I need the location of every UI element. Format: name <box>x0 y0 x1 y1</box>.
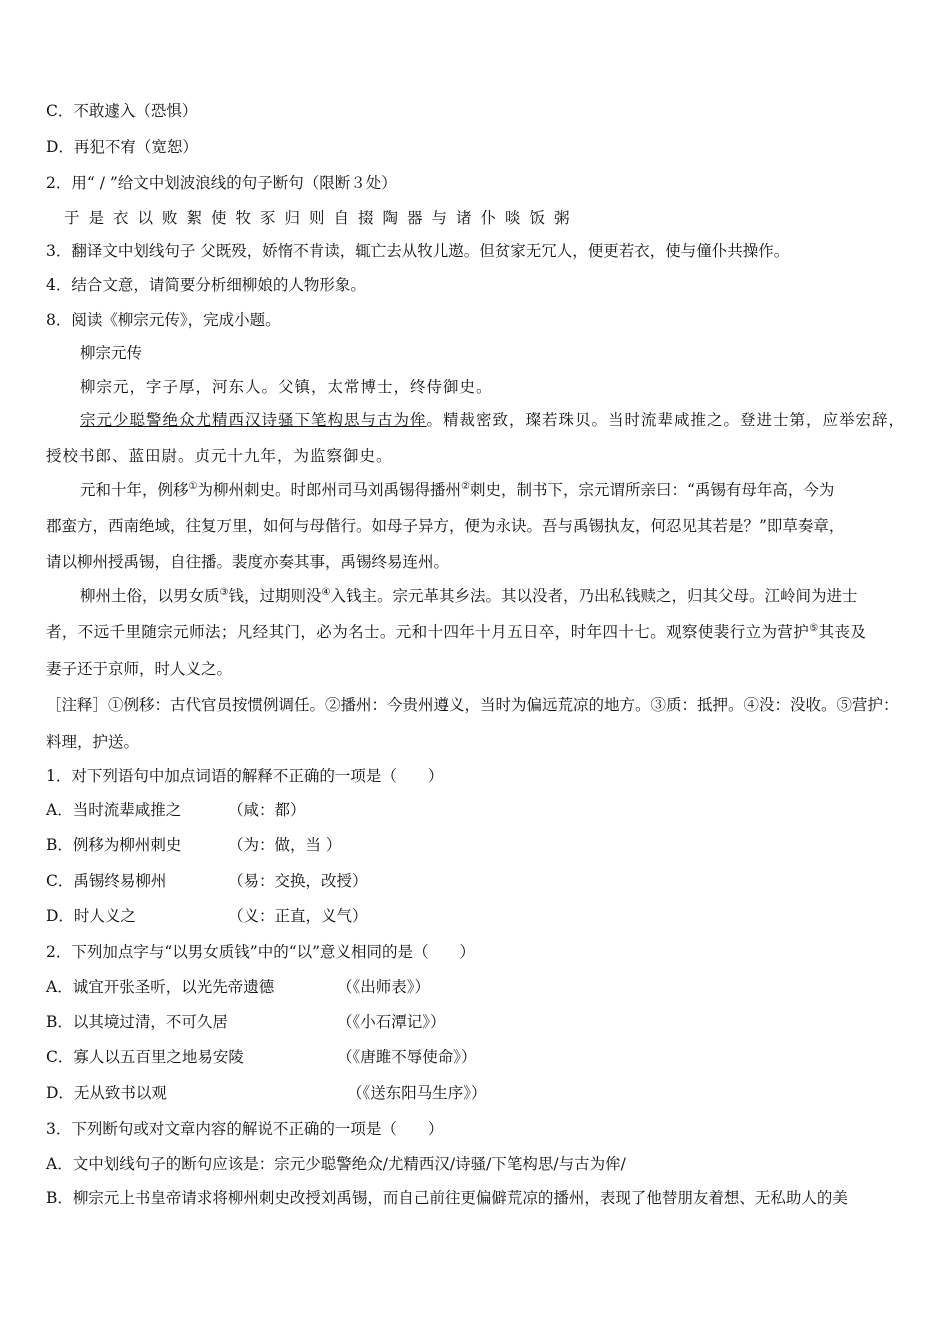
sub-question-1-option-a-note: （咸：都） <box>228 801 306 819</box>
underlined-sentence: 宗元少聪警绝众尤精西汉诗骚下笔构思与古为侔 <box>80 411 427 429</box>
sub-question-1-option-a: A．当时流辈咸推之 <box>46 801 182 819</box>
question-2-instruction: 2．用“ / ”给文中划波浪线的句子断句（限断３处） <box>46 174 397 192</box>
sub-question-2-option-b-note: （《小石潭记》） <box>337 1013 446 1031</box>
sub-question-2: 2．下列加点字与“以男女质钱”中的“以”意义相同的是（ ） <box>46 943 476 961</box>
sub-question-1-option-b: B．例移为柳州刺史 <box>46 836 182 854</box>
passage-paragraph-4 <box>80 585 857 607</box>
footnote-mark-5: ⑤ <box>809 622 819 634</box>
footnote-mark-3: ③ <box>219 586 229 598</box>
passage-paragraph-4-line-2 <box>46 621 866 643</box>
sub-question-3-option-a: A．文中划线句子的断句应该是：宗元少聪警绝众/尤精西汉/诗骚/下笔构思/与古为侔/ <box>46 1155 626 1173</box>
sub-question-1-option-d: D．时人义之 <box>46 907 136 925</box>
paragraph-3-part-1: 元和十年，例移 <box>80 481 189 499</box>
paragraph-4-part-1: 柳州土俗，以男女质 <box>80 587 220 605</box>
passage-paragraph-3 <box>80 479 834 501</box>
sub-question-1-option-d-note: （义：正直，义气） <box>228 907 368 925</box>
passage-title: 柳宗元传 <box>80 344 143 362</box>
passage-paragraph-2 <box>80 409 905 431</box>
passage-paragraph-4-line-3: 妻子还于京师，时人义之。 <box>46 660 233 678</box>
option-d-line: D．再犯不宥（宽恕） <box>46 138 198 156</box>
paragraph-3-part-2: 为柳州刺史。时郎州司马刘禹锡得播州 <box>197 481 461 499</box>
sub-question-2-option-c: C．寡人以五百里之地易安陵 <box>46 1048 244 1066</box>
paragraph-4-line-2-part-2: 其丧及 <box>818 623 867 641</box>
sub-question-3: 3．下列断句或对文章内容的解说不正确的一项是（ ） <box>46 1120 444 1138</box>
paragraph-3-part-3: 刺史，制书下，宗元谓所亲曰：“禹锡有母年高，今为 <box>469 481 835 499</box>
sub-question-1: 1．对下列语句中加点词语的解释不正确的一项是（ ） <box>46 767 444 785</box>
footnote-mark-1: ① <box>188 480 198 492</box>
sub-question-1-option-c-note: （易：交换，改授） <box>228 872 368 890</box>
sub-question-2-option-d-note: （《送东阳马生序》） <box>347 1084 487 1102</box>
sub-question-2-option-a: A．诚宜开张圣听，以光先帝遗德 <box>46 978 275 996</box>
sub-question-2-option-a-note: （《出师表》） <box>337 978 431 996</box>
sub-question-2-option-c-note: （《唐雎不辱使命》） <box>337 1048 477 1066</box>
question-8-title: 8．阅读《柳宗元传》，完成小题。 <box>46 311 281 329</box>
passage-paragraph-3-line-3: 请以柳州授禹锡，自往播。裴度亦奏其事，禹锡终易连州。 <box>46 553 450 571</box>
sub-question-2-option-d: D．无从致书以观 <box>46 1084 167 1102</box>
sub-question-2-option-b: B．以其境过清，不可久居 <box>46 1013 228 1031</box>
passage-paragraph-3-line-2: 郡蛮方，西南绝域，往复万里，如何与母偕行。如母子异方，便为永诀。吾与禹锡执友，何忍见其若是？”即草奏章， <box>46 517 845 535</box>
annotations: ［注释］①例移：古代官员按惯例调任。②播州：今贵州遵义，当时为偏远荒凉的地方。③质：抵押。④没：没收。⑤营护： <box>46 696 899 714</box>
sub-question-3-option-b: B．柳宗元上书皇帝请求将柳州刺史改授刘禹锡，而自己前往更偏僻荒凉的播州，表现了他替朋友着想、无私助人的美 <box>46 1189 848 1207</box>
sub-question-1-option-b-note: （为：做，当 ） <box>228 836 342 854</box>
paragraph-4-part-2: 钱，过期则没 <box>228 587 322 605</box>
question-3-instruction: 3．翻译文中划线句子 父既殁，娇惰不肯读，辄亡去从牧儿遨。但贫家无冗人，便更若衣，使与僮仆共操作。 <box>46 242 790 260</box>
passage-paragraph-1: 柳宗元，字子厚，河东人。父镇，太常博士，终侍御史。 <box>80 378 493 396</box>
question-4-instruction: 4．结合文意，请简要分析细柳娘的人物形象。 <box>46 276 366 294</box>
paragraph-4-line-2-part-1: 者，不远千里随宗元师法；凡经其门，必为名士。元和十四年十月五日卒，时年四十七。观察使裴行立为营护 <box>46 623 810 641</box>
paragraph-2-rest: 。精裁密致，璨若珠贝。当时流辈咸推之。登进士第，应举宏辞， <box>426 411 906 429</box>
footnote-mark-4: ④ <box>321 586 331 598</box>
annotations-line-2: 料理，护送。 <box>46 733 140 751</box>
paragraph-4-part-3: 入钱主。宗元革其乡法。其以没者，乃出私钱赎之，归其父母。江岭间为进士 <box>330 587 858 605</box>
sub-question-1-option-c: C．禹锡终易柳州 <box>46 872 167 890</box>
footnote-mark-2: ② <box>461 480 470 492</box>
question-2-sentence: 于是衣以败絮使牧豕归则自掇陶器与诸仆啖饭粥 <box>64 209 579 227</box>
passage-paragraph-2-line-2: 授校书郎、蓝田尉。贞元十九年，为监察御史。 <box>46 447 393 465</box>
option-c-line: C．不敢遽入（恐惧） <box>46 102 198 120</box>
